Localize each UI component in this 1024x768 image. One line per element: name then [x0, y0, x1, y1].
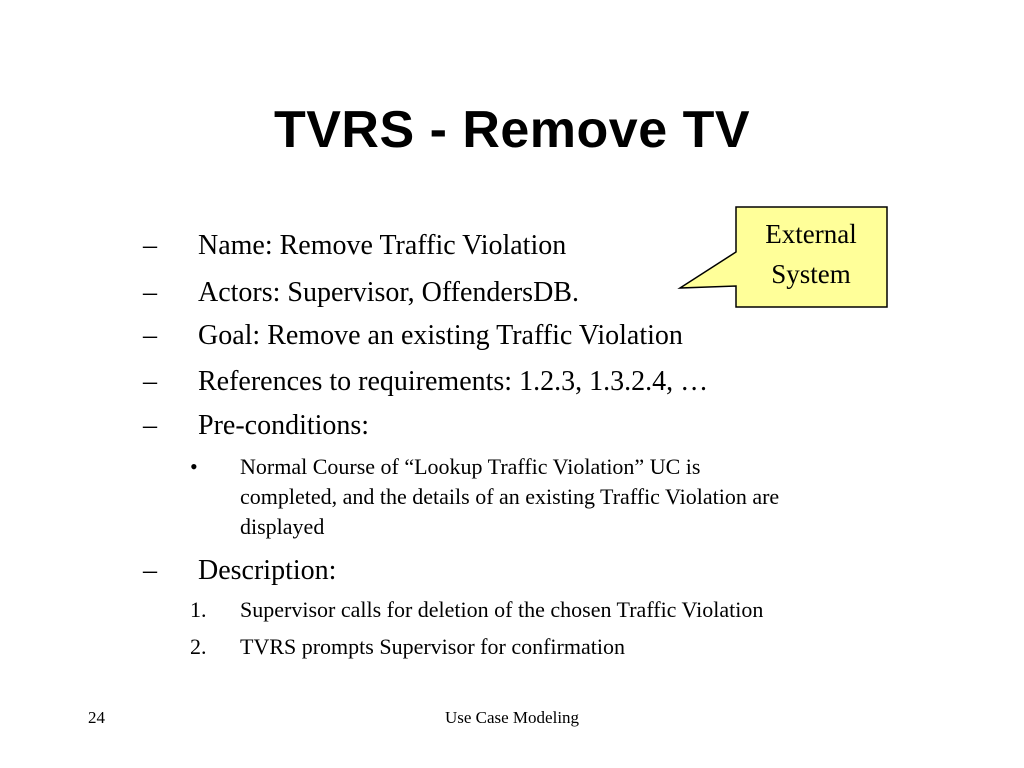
bullet-marker: • — [190, 454, 198, 479]
item-description: Description: — [198, 555, 337, 586]
step-number: 2. — [190, 634, 207, 659]
dash-marker: – — [143, 277, 157, 308]
dash-marker: – — [143, 320, 157, 351]
precondition-line-3: displayed — [240, 514, 325, 539]
item-references: References to requirements: 1.2.3, 1.3.2.4, … — [198, 366, 709, 397]
footer-title: Use Case Modeling — [444, 708, 580, 727]
step-text: Supervisor calls for deletion of the chosen Traffic Violation — [240, 597, 764, 622]
callout-line-1: External — [765, 219, 857, 249]
precondition-line-2: completed, and the details of an existing Traffic Violation are — [240, 484, 780, 509]
dash-marker: – — [143, 410, 157, 441]
callout-text — [735, 214, 887, 294]
item-name: Name: Remove Traffic Violation — [198, 230, 567, 261]
dash-marker: – — [143, 366, 157, 397]
precondition-line-1: Normal Course of “Lookup Traffic Violation” UC is — [240, 454, 701, 479]
step-number: 1. — [190, 597, 207, 622]
item-goal: Goal: Remove an existing Traffic Violation — [198, 320, 683, 351]
step-text: TVRS prompts Supervisor for confirmation — [240, 634, 625, 659]
callout-line-2: System — [771, 259, 851, 289]
dash-marker: – — [143, 230, 157, 261]
page-number: 24 — [88, 708, 105, 727]
slide-title: TVRS - Remove TV — [273, 101, 751, 159]
item-actors: Actors: Supervisor, OffendersDB. — [198, 277, 579, 308]
dash-marker: – — [143, 555, 157, 586]
item-preconditions: Pre-conditions: — [198, 410, 370, 441]
